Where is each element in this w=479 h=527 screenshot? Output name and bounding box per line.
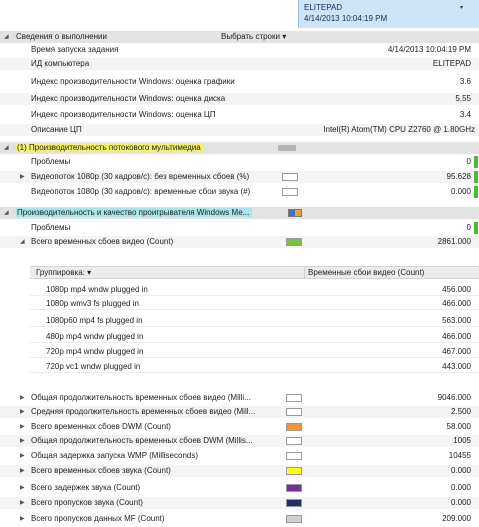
column-header-elitepad[interactable]	[298, 0, 479, 28]
color-swatch	[286, 467, 302, 475]
section-wmp-performance[interactable]	[0, 207, 479, 219]
table-row[interactable]: ◢ Всего временных сбоев видео (Count) 2861.000	[0, 236, 479, 248]
table-row: 1080p60 mp4 fs plugged in 563.000	[30, 314, 479, 327]
expanded-triangle-icon[interactable]: ◢	[4, 145, 9, 151]
section-title: (1) Производительность потокового мультимедиа	[16, 143, 204, 152]
column-header-machine: ELITEPAD	[304, 3, 343, 12]
color-swatch	[286, 484, 302, 492]
color-swatch	[286, 499, 302, 507]
status-green-bar	[474, 222, 478, 234]
select-rows-button[interactable]: Выбрать строки ▾	[221, 32, 287, 41]
table-row: Описание ЦП Intel(R) Atom(TM) CPU Z2760 @ 1.80GHz	[0, 124, 479, 136]
metric-row[interactable]: ▶ Всего временных сбоев DWM (Count) 58.000	[20, 422, 471, 431]
metric-row[interactable]: ▶ Всего пропусков звука (Count) 0.000	[0, 497, 479, 509]
table-row: Видеопоток 1080p (30 кадров/с): временные сбои звука (#) 0.000	[0, 186, 479, 198]
metric-row[interactable]: ▶ Общая продолжительность временных сбоев видео (Milli... 9046.000	[20, 393, 471, 402]
table-row: ИД компьютера ELITEPAD	[0, 58, 479, 70]
metric-row[interactable]: ▶ Общая задержка запуска WMP (Milliseconds) 10455	[20, 451, 471, 460]
color-swatch	[282, 188, 298, 196]
table-row: 720p mp4 wndw plugged in 467.000	[30, 345, 479, 358]
section-streaming-media[interactable]	[0, 142, 479, 154]
table-row: Время запуска задания 4/14/2013 10:04:19 PM	[31, 45, 471, 54]
expanded-triangle-icon[interactable]: ◢	[20, 239, 25, 245]
chevron-down-icon[interactable]: ▾	[459, 5, 463, 11]
collapsed-triangle-icon[interactable]: ▶	[20, 409, 25, 415]
metric-row[interactable]: ▶ Средняя продолжительность временных сбоев видео (Mill... 2.500	[0, 406, 479, 418]
color-swatch	[286, 452, 302, 460]
grouping-dropdown[interactable]: Группировка: ▾	[36, 268, 92, 277]
color-swatch	[286, 423, 302, 431]
collapsed-triangle-icon[interactable]: ▶	[20, 516, 25, 522]
section-title: Сведения о выполнении	[16, 32, 107, 41]
table-row: Индекс производительности Windows: оценка графики 3.6	[31, 77, 471, 86]
table-row: 1080p wmv3 fs plugged in 466.000	[30, 297, 479, 310]
metric-row[interactable]: ▶ Всего пропусков данных MF (Count) 209.000	[20, 514, 471, 523]
collapsed-triangle-icon[interactable]: ▶	[20, 500, 25, 506]
table-row: Проблемы 0	[0, 156, 479, 168]
collapsed-triangle-icon[interactable]: ▶	[20, 174, 25, 180]
section-execution-info[interactable]	[0, 31, 479, 43]
grouping-table-header	[30, 266, 479, 279]
expanded-triangle-icon[interactable]: ◢	[4, 210, 9, 216]
column-header-label[interactable]: Временные сбои видео (Count)	[308, 268, 425, 277]
expanded-triangle-icon[interactable]: ◢	[4, 34, 9, 40]
color-swatch	[286, 238, 302, 246]
status-green-bar	[474, 156, 478, 168]
color-swatch	[286, 408, 302, 416]
column-header-date: 4/14/2013 10:04:19 PM	[304, 14, 388, 23]
collapsed-triangle-icon[interactable]: ▶	[20, 485, 25, 491]
table-row: Индекс производительности Windows: оценка ЦП 3.4	[31, 110, 471, 119]
metric-row[interactable]: ▶ Всего задержек звука (Count) 0.000	[20, 483, 471, 492]
collapsed-triangle-icon[interactable]: ▶	[20, 438, 25, 444]
status-green-bar	[474, 186, 478, 198]
color-swatch	[286, 515, 302, 523]
metric-row[interactable]: ▶ Всего временных сбоев звука (Count) 0.000	[0, 465, 479, 477]
collapsed-triangle-icon[interactable]: ▶	[20, 453, 25, 459]
table-row: 480p mp4 wndw plugged in 466.000	[30, 330, 479, 343]
table-row: Проблемы 0	[0, 222, 479, 234]
color-swatch	[282, 173, 298, 181]
summary-bar-icon	[278, 145, 296, 151]
table-row: 1080p mp4 wndw plugged in 456.000	[30, 283, 479, 296]
table-row[interactable]: ▶ Видеопоток 1080p (30 кадров/с): без временных сбоев (%) 95.628	[0, 171, 479, 183]
collapsed-triangle-icon[interactable]: ▶	[20, 395, 25, 401]
section-title: Производительность и качество проигрывателя Windows Me...	[16, 208, 252, 217]
collapsed-triangle-icon[interactable]: ▶	[20, 468, 25, 474]
status-green-bar	[474, 171, 478, 183]
table-row: 720p vc1 wndw plugged in 443.000	[30, 360, 479, 373]
color-swatch	[286, 394, 302, 402]
collapsed-triangle-icon[interactable]: ▶	[20, 424, 25, 430]
metric-row[interactable]: ▶ Общая продолжительность временных сбоев DWM (Millis... 1005	[0, 435, 479, 447]
color-swatch	[286, 437, 302, 445]
table-row: Индекс производительности Windows: оценка диска 5.55	[0, 93, 479, 105]
summary-chart-icon	[288, 209, 302, 217]
